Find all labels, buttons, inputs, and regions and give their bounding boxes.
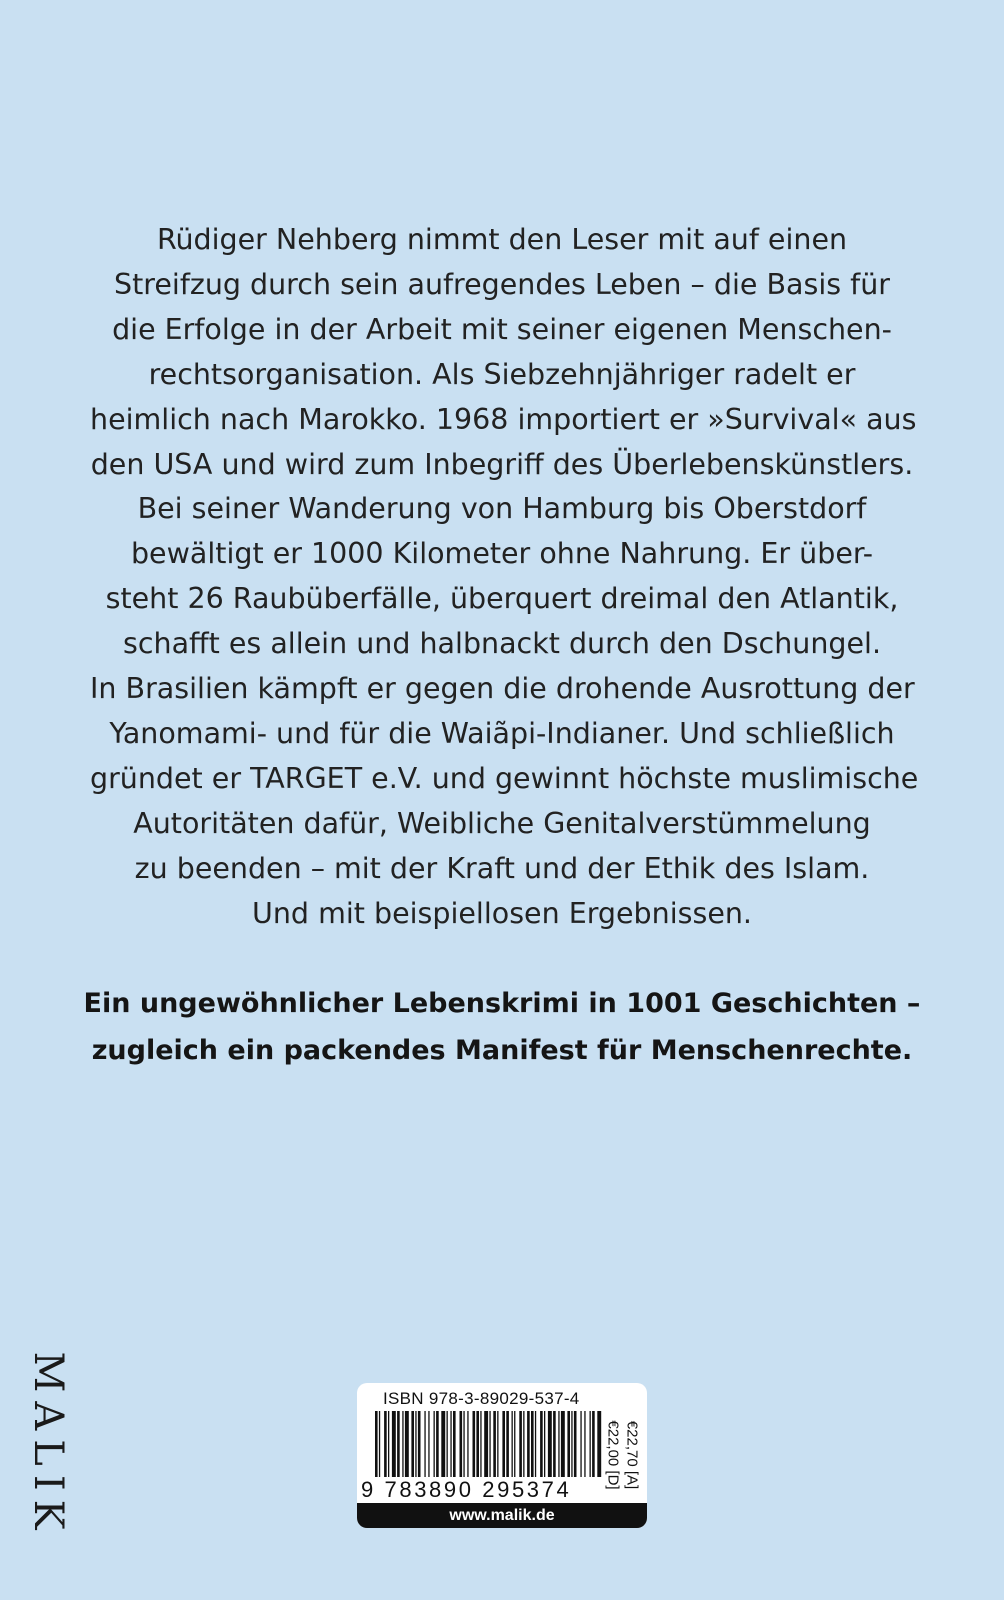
blurb-line: bewältigt er 1000 Kilometer ohne Nahrung. Er über- — [130, 537, 874, 571]
blurb-line: Autoritäten dafür, Weibliche Genitalverstümmelung — [133, 806, 871, 840]
blurb-line: Streifzug durch sein aufregendes Leben – die Basis für — [114, 267, 890, 301]
blurb-line: Rüdiger Nehberg nimmt den Leser mit auf einen — [156, 223, 848, 256]
publisher-url: www.malik.de — [357, 1503, 647, 1528]
blurb-line: steht 26 Raubüberfälle, überquert dreimal den Atlantik, — [105, 582, 899, 616]
blurb-line: gründet er TARGET e.V. und gewinnt höchste muslimische — [90, 761, 919, 795]
tagline-line: Ein ungewöhnlicher Lebenskrimi in 1001 Geschichten – — [83, 988, 921, 1019]
blurb-line: Bei seiner Wanderung von Hamburg bis Oberstdorf — [137, 492, 867, 526]
blurb-line: schafft es allein und halbnackt durch den Dschungel. — [122, 627, 882, 661]
tagline-line: zugleich ein packendes Manifest für Menschenrechte. — [91, 1035, 913, 1066]
publisher-logo — [25, 1351, 71, 1539]
blurb-line: rechtsorganisation. Als Siebzehnjähriger radelt er — [148, 357, 856, 391]
barcode-bars — [375, 1411, 603, 1483]
price-at: €22,70 [A] — [623, 1420, 641, 1490]
blurb-line: die Erfolge in der Arbeit mit seiner eigenen Menschen- — [112, 312, 892, 346]
blurb-line: Yanomami- und für die Waiãpi-Indianer. Und schließlich — [109, 716, 895, 750]
publisher-name: MALIK — [25, 1351, 71, 1539]
price-block — [605, 1411, 641, 1501]
blurb-text — [90, 218, 919, 937]
blurb-line: In Brasilien kämpft er gegen die drohende Ausrottung der — [90, 672, 915, 706]
price-de: €22,00 [D] — [604, 1420, 622, 1490]
blurb-line: zu beenden – mit der Kraft und der Ethik des Islam. — [134, 851, 870, 885]
ean-number: 9 783890 295374 — [361, 1477, 572, 1502]
blurb-line: den USA und wird zum Inbegriff des Überlebenskünstlers. — [90, 447, 914, 481]
blurb-line: heimlich nach Marokko. 1968 importiert er »Survival« aus — [90, 402, 917, 436]
tagline — [40, 980, 964, 1074]
isbn-text: ISBN 978-3-89029-537-4 — [383, 1389, 580, 1408]
barcode-label — [357, 1383, 647, 1528]
blurb-line: Und mit beispiellosen Ergebnissen. — [252, 896, 752, 930]
